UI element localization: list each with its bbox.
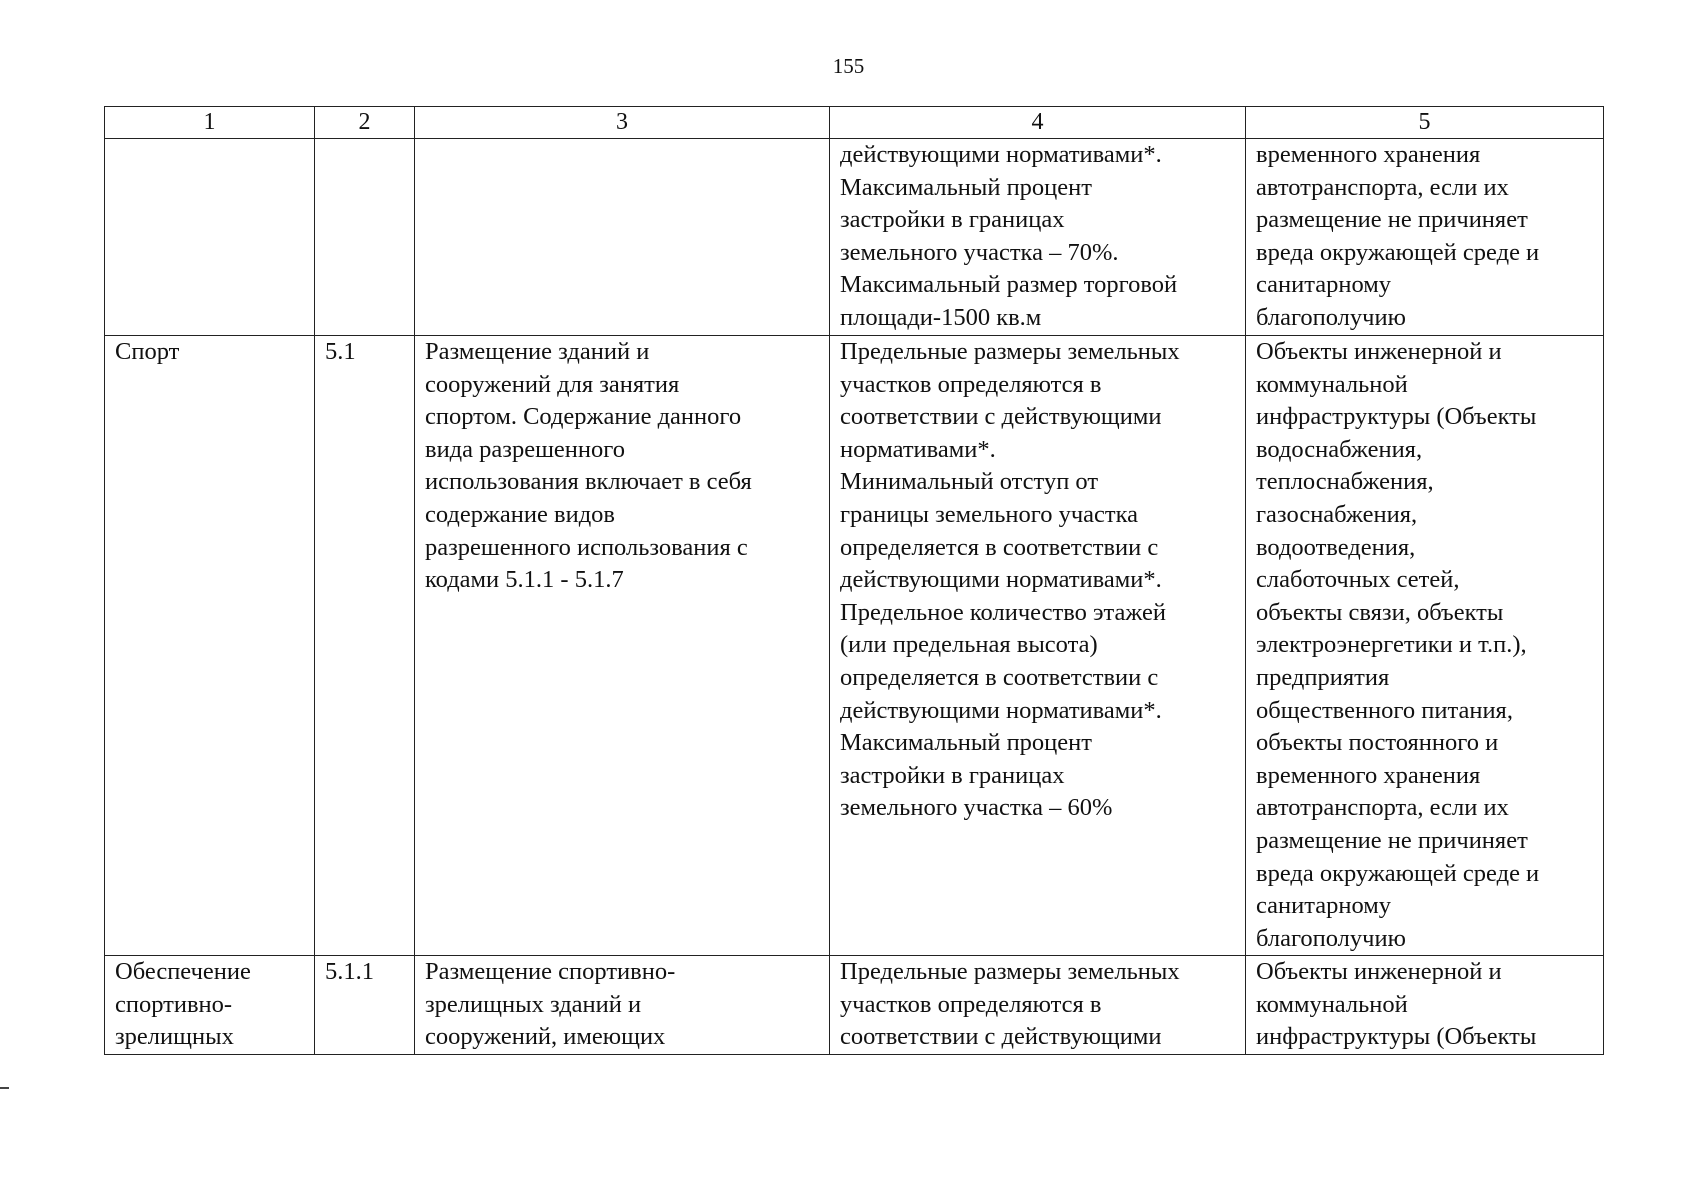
- cell-text-line: объекты связи, объекты: [1256, 598, 1504, 626]
- cell-text-line: нормативами*.: [840, 435, 996, 463]
- cell-text-line: Размещение зданий и: [425, 338, 650, 365]
- cell-text-line: санитарному: [1256, 892, 1392, 920]
- header-col-1: 1: [105, 107, 315, 139]
- header-col-5: 5: [1246, 107, 1604, 139]
- cell-text-line: площади-1500 кв.м: [840, 303, 1042, 331]
- cell-text-line: вреда окружающей среде и: [1256, 238, 1540, 266]
- cell-text-line: земельного участка – 70%.: [840, 238, 1119, 266]
- table-row: [105, 336, 1604, 956]
- table-row: [105, 956, 1604, 1055]
- description-cell: [415, 336, 830, 956]
- cell-text-line: Максимальный процент: [840, 729, 1092, 757]
- page-number: 155: [832, 54, 865, 78]
- cell-text-line: благополучию: [1256, 303, 1406, 331]
- cell-text-line: предприятия: [1256, 663, 1390, 691]
- cell-text-line: инфраструктуры (Объекты: [1256, 403, 1537, 431]
- cell-text-line: застройки в границах: [840, 206, 1065, 234]
- cell-text-line: временного хранения: [1256, 141, 1481, 168]
- cell-text-line: газоснабжения,: [1256, 500, 1418, 528]
- cell-text-line: общественного питания,: [1256, 696, 1513, 724]
- cell-text-line: спортивно-: [115, 990, 233, 1018]
- cell-text-line: определяется в соответствии с: [840, 663, 1159, 691]
- table-header-row: [105, 107, 1604, 139]
- cell-text-line: Максимальный процент: [840, 173, 1092, 201]
- cell-text-line: сооружений, имеющих: [425, 1023, 666, 1051]
- cell-text-line: содержание видов: [425, 500, 615, 528]
- description-cell: [415, 956, 830, 1055]
- cell-text-line: автотранспорта, если их: [1256, 794, 1509, 822]
- cell-text-line: соответствии с действующими: [840, 1023, 1162, 1051]
- cell-text-line: участков определяются в: [840, 990, 1102, 1018]
- cell-text-line: разрешенного использования с: [425, 533, 748, 561]
- cell-text-line: соответствии с действующими: [840, 403, 1162, 431]
- cell-text-line: теплоснабжения,: [1256, 468, 1434, 496]
- cell-text-line: зрелищных: [115, 1023, 234, 1051]
- cell-text-line: вида разрешенного: [425, 435, 625, 463]
- cell-text-line: инфраструктуры (Объекты: [1256, 1023, 1537, 1051]
- cell-text-line: 5.1: [325, 338, 356, 365]
- cell-text-line: определяется в соответствии с: [840, 533, 1159, 561]
- auxiliary-cell: [1246, 956, 1604, 1055]
- name-cell: [105, 956, 315, 1055]
- cell-text-line: границы земельного участка: [840, 500, 1139, 528]
- zoning-table: [104, 106, 1604, 1055]
- cell-text-line: благополучию: [1256, 924, 1406, 952]
- description-cell: [415, 139, 830, 336]
- parameters-cell: [830, 956, 1246, 1055]
- auxiliary-cell: [1246, 139, 1604, 336]
- cell-text-line: Объекты инженерной и: [1256, 338, 1502, 365]
- scan-edge-mark: [0, 1087, 9, 1089]
- cell-text-line: Предельные размеры земельных: [840, 958, 1180, 986]
- cell-text-line: 5.1.1: [325, 958, 374, 986]
- cell-text-line: слаботочных сетей,: [1256, 566, 1460, 594]
- table-row: [105, 139, 1604, 336]
- cell-text-line: коммунальной: [1256, 990, 1408, 1018]
- cell-text-line: Спорт: [115, 338, 180, 365]
- parameters-cell: [830, 336, 1246, 956]
- header-col-2: 2: [315, 107, 415, 139]
- cell-text-line: кодами 5.1.1 - 5.1.7: [425, 566, 624, 594]
- code-cell: [315, 336, 415, 956]
- cell-text-line: сооружений для занятия: [425, 370, 680, 398]
- cell-text-line: автотранспорта, если их: [1256, 173, 1509, 201]
- cell-text-line: действующими нормативами*.: [840, 566, 1162, 594]
- cell-text-line: участков определяются в: [840, 370, 1102, 398]
- cell-text-line: Размещение спортивно-: [425, 958, 676, 986]
- cell-text-line: коммунальной: [1256, 370, 1408, 398]
- cell-text-line: электроэнергетики и т.п.),: [1256, 631, 1527, 659]
- header-col-3: 3: [415, 107, 830, 139]
- cell-text-line: санитарному: [1256, 271, 1392, 299]
- code-cell: [315, 139, 415, 336]
- cell-text-line: вреда окружающей среде и: [1256, 859, 1540, 887]
- cell-text-line: размещение не причиняет: [1256, 826, 1528, 854]
- cell-text-line: действующими нормативами*.: [840, 696, 1162, 724]
- cell-text-line: объекты постоянного и: [1256, 729, 1499, 757]
- cell-text-line: Предельные размеры земельных: [840, 338, 1180, 365]
- name-cell: [105, 139, 315, 336]
- cell-text-line: Объекты инженерной и: [1256, 958, 1502, 986]
- cell-text-line: Предельное количество этажей: [840, 598, 1166, 626]
- cell-text-line: размещение не причиняет: [1256, 206, 1528, 234]
- cell-text-line: зрелищных зданий и: [425, 990, 642, 1018]
- cell-text-line: действующими нормативами*.: [840, 141, 1162, 168]
- cell-text-line: использования включает в себя: [425, 468, 752, 496]
- cell-text-line: спортом. Содержание данного: [425, 403, 742, 431]
- cell-text-line: водоснабжения,: [1256, 435, 1423, 463]
- cell-text-line: земельного участка – 60%: [840, 794, 1113, 822]
- cell-text-line: водоотведения,: [1256, 533, 1416, 561]
- cell-text-line: застройки в границах: [840, 761, 1065, 789]
- cell-text-line: Обеспечение: [115, 958, 251, 986]
- name-cell: [105, 336, 315, 956]
- cell-text-line: Минимальный отступ от: [840, 468, 1099, 496]
- cell-text-line: Максимальный размер торговой: [840, 271, 1178, 299]
- cell-text-line: (или предельная высота): [840, 631, 1098, 659]
- auxiliary-cell: [1246, 336, 1604, 956]
- code-cell: [315, 956, 415, 1055]
- cell-text-line: временного хранения: [1256, 761, 1481, 789]
- header-col-4: 4: [830, 107, 1246, 139]
- parameters-cell: [830, 139, 1246, 336]
